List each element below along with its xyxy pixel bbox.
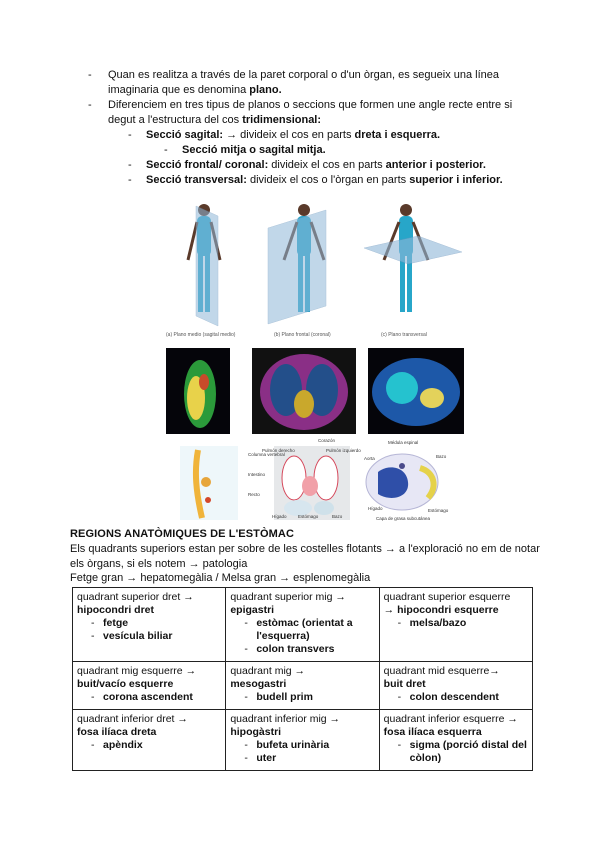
organ-item: [77, 630, 221, 643]
bullet-sagital-mitja: - Secció mitja o sagital mitja.: [164, 144, 326, 156]
region-quadrant: quadrant superior dret →: [77, 591, 194, 603]
label-corazon: Corazón: [318, 438, 336, 443]
table-row: [73, 588, 533, 662]
region-name: hipogàstri: [230, 726, 282, 738]
region-quadrant: quadrant inferior esquerre →: [383, 713, 518, 725]
label-pulmon-izquierdo: Pulmón izquierdo: [326, 448, 361, 453]
label-bazo-right: Bazo: [436, 454, 447, 459]
region-cell: [73, 710, 226, 771]
region-cell: [226, 588, 379, 662]
label-aorta: Aorta: [364, 456, 375, 461]
organ-text: corona ascendent: [103, 691, 193, 703]
region-cell: [226, 662, 379, 710]
region-quadrant: quadrant mid esquerre→: [383, 665, 500, 677]
region-name: mesogastri: [230, 678, 287, 690]
dash-bullet: -: [244, 617, 248, 629]
organ-item: [230, 617, 374, 643]
table-row: [73, 662, 533, 710]
organ-list: [384, 691, 528, 704]
organ-text: colon transvers: [256, 643, 335, 655]
organ-list: [384, 739, 528, 765]
organ-item: [230, 739, 374, 752]
paragraph-quadrants: Els quadrants superiors estan per sobre de les costelles flotants → a l'exploració no em de notar els òrgans, si els notem → patologia: [70, 543, 540, 570]
bullet-frontal: - Secció frontal/ coronal: divideix el cos en parts anterior i posterior.: [128, 159, 486, 171]
region-quadrant: quadrant inferior mig →: [230, 713, 341, 725]
organ-item: [77, 691, 221, 704]
bullet-transversal: - Secció transversal: divideix el cos o l'òrgan en parts superior i inferior.: [128, 174, 503, 186]
region-name: buit dret: [383, 678, 426, 690]
organ-list: [384, 617, 528, 630]
organ-text: sigma (porció distal del còlon): [409, 739, 527, 764]
figure-sagital: [188, 204, 220, 326]
scan-images: [166, 348, 466, 436]
region-cell: [379, 588, 532, 662]
organ-item: [77, 739, 221, 752]
organ-list: [77, 691, 221, 704]
region-cell: [379, 710, 532, 771]
region-name: → hipocondri esquerre: [383, 604, 499, 616]
intro-bullets: [84, 68, 534, 188]
label-intestino: Intestino: [248, 472, 266, 477]
bullet-three-planes: - Diferenciem en tres tipus de planos o seccions que formen une angle recte entre si degut a l'estructura del cos tridimensional:: [88, 99, 513, 126]
organ-text: estòmac (orientat a l'esquerra): [256, 617, 353, 642]
organ-item: [230, 691, 374, 704]
region-name: fosa ilíaca dreta: [77, 726, 157, 738]
region-name: epigastri: [230, 604, 275, 616]
planes-illustration: [166, 198, 466, 338]
figure-transversal: [364, 204, 462, 312]
organ-text: apèndix: [103, 739, 143, 751]
label-estomago-right: Estómago: [428, 508, 449, 513]
dash-bullet: -: [397, 617, 402, 629]
organ-item: [230, 752, 374, 765]
organ-item: [384, 691, 528, 704]
label-bazo-mid: Bazo: [332, 514, 343, 519]
bullet-sagital: - Secció sagital: → divideix el cos en parts dreta i esquerra.: [128, 129, 441, 141]
region-quadrant: quadrant superior mig →: [230, 591, 346, 603]
organ-list: [230, 617, 374, 656]
dash-bullet: -: [91, 739, 95, 751]
organ-list: [230, 739, 374, 765]
anatomical-planes-figure: [166, 198, 466, 528]
organ-item: [77, 617, 221, 630]
organ-text: vesícula biliar: [103, 630, 173, 642]
paragraph-organomegaly: Fetge gran → hepatomegàlia / Melsa gran → esplenomegàlia: [70, 572, 371, 584]
region-cell: [379, 662, 532, 710]
caption-transversal: (c) Plano transversal: [381, 332, 427, 338]
label-medula: Médula espinal: [388, 440, 419, 445]
organ-item: [384, 617, 528, 630]
dash-bullet: -: [91, 630, 95, 642]
organ-text: melsa/bazo: [409, 617, 467, 629]
organ-list: [230, 691, 374, 704]
dash-bullet: -: [397, 691, 402, 703]
label-estomago-mid: Estómago: [298, 514, 319, 519]
organ-text: uter: [256, 752, 277, 764]
section-title: REGIONS ANATÒMIQUES DE L'ESTÒMAC: [70, 528, 294, 540]
dash-bullet: -: [91, 617, 95, 629]
region-quadrant: quadrant inferior dret →: [77, 713, 188, 725]
caption-frontal: (b) Plano frontal (coronal): [274, 332, 331, 338]
region-quadrant: quadrant mig esquerre →: [77, 665, 197, 677]
region-name: hipocondri dret: [77, 604, 154, 616]
label-capa-grasa: Capa de grasa subcutánea: [376, 516, 431, 521]
label-higado-right: Hígado: [368, 506, 383, 511]
organ-item: [384, 739, 528, 765]
region-name: buit/vacío esquerre: [77, 678, 174, 690]
organ-text: fetge: [103, 617, 129, 629]
region-quadrant: quadrant mig →: [230, 665, 306, 677]
region-cell: [73, 588, 226, 662]
region-cell: [226, 710, 379, 771]
organ-text: colon descendent: [409, 691, 499, 703]
bullet-plano: - Quan es realitza a través de la paret corporal o d'un òrgan, es segueix una línea imaginaria que es denomina plano.: [88, 69, 500, 96]
figure-frontal: [268, 204, 326, 324]
region-quadrant: quadrant superior esquerre: [383, 591, 511, 603]
caption-sagital: (a) Plano medio (sagital medio): [166, 332, 236, 338]
label-pulmon-derecho: Pulmón derecho: [262, 448, 295, 453]
region-cell: [73, 662, 226, 710]
dash-bullet: -: [244, 752, 248, 764]
dash-bullet: -: [244, 643, 248, 655]
regions-table: [72, 587, 533, 771]
region-name: fosa ilíaca esquerra: [383, 726, 482, 738]
label-recto: Recto: [248, 492, 260, 497]
organ-list: [77, 739, 221, 752]
table-row: [73, 710, 533, 771]
dash-bullet: -: [244, 739, 248, 751]
dash-bullet: -: [397, 739, 402, 751]
organ-list: [77, 617, 221, 643]
dash-bullet: -: [91, 691, 95, 703]
organ-text: budell prim: [256, 691, 313, 703]
organ-text: bufeta urinària: [256, 739, 330, 751]
dash-bullet: -: [244, 691, 248, 703]
label-columna: Columna vertebral: [248, 452, 285, 457]
organ-item: [230, 643, 374, 656]
label-higado-mid: Hígado: [272, 514, 287, 519]
